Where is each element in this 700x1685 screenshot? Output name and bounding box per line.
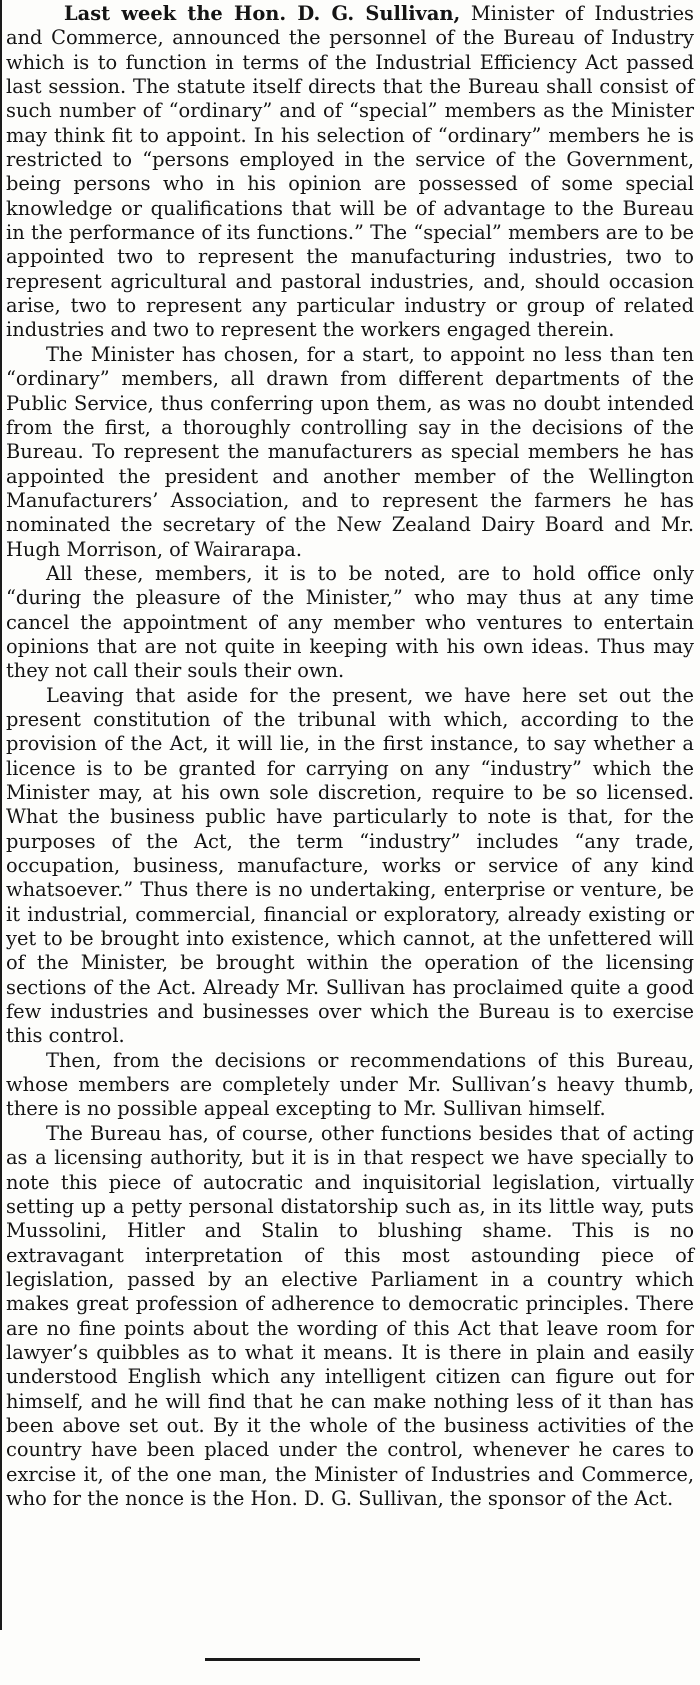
article-lead-in: Last week the Hon. D. G. Sullivan,: [64, 2, 461, 25]
article-paragraph-4: Leaving that aside for the present, we have here set out the present constitution of the tribunal with which, according to the provision of the Act, it will lie, in the first instance, to say whether a licence is to be granted for carrying on any “industry” which the Minister may, at his own sole discretion, require to be so licensed. What the business public have particularly to note is that, for the purposes of the Act, the term “industry” includes “any trade, occupation, business, manufacture, works or service of any kind whatsoever.” Thus there is no undertaking, enterprise or venture, be it industrial, commercial, financial or exploratory, already existing or yet to be brought into existence, which cannot, at the unfettered will of the Minister, be brought within the operation of the licensing sections of the Act. Already Mr. Sullivan has proclaimed quite a good few industries and businesses over which the Bureau is to exercise this control.: [6, 683, 694, 1048]
article-paragraph-3: All these, members, it is to be noted, are to hold office only “during the pleasure of the Minister,” who may thus at any time cancel the appointment of any member who ventures to entertain opinions that are not quite in keeping with his own ideas. Thus may they not call their souls their own.: [6, 561, 694, 683]
end-of-article-rule: [205, 1658, 420, 1661]
column-rule: [0, 0, 2, 1630]
article-paragraph-5: Then, from the decisions or recommendations of this Bureau, whose members are completely under Mr. Sullivan’s heavy thumb, there is no possible appeal excepting to Mr. Sullivan himself.: [6, 1048, 694, 1121]
article-paragraph-6: The Bureau has, of course, other functions besides that of acting as a licensing authority, but it is in that respect we have specially to note this piece of autocratic and inquisitorial legislation, virtually setting up a petty personal distatorship such as, in its little way, puts Mussolini, Hitler and Stalin to blushing shame. This is no extravagant interpretation of this most astounding piece of legislation, passed by an elective Parliament in a country which makes great profession of adherence to democratic principles. There are no fine points about the wording of this Act that leave room for lawyer’s quibbles as to what it means. It is there in plain and easily understood English which any intelligent citizen can figure out for himself, and he will find that he can make nothing less of it than has been above set out. By it the whole of the business activities of the country have been placed under the control, whenever he cares to exrcise it, of the one man, the Minister of Industries and Commerce, who for the nonce is the Hon. D. G. Sullivan, the sponsor of the Act.: [6, 1121, 694, 1510]
paragraph-1-text: Minister of Industries and Commerce, announced the personnel of the Bureau of Industry which is to function in terms of the Industrial Efficiency Act passed last session. The statute itself directs that the Bureau shall consist of such number of “ordinary” and of “special” members as the Minister may think fit to appoint. In his selection of “ordinary” members he is restricted to “persons employed in the service of the Government, being persons who in his opinion are possessed of some special knowledge or qualifications that will be of advantage to the Bureau in the performance of its functions.” The “special” members are to be appointed two to represent the manufacturing industries, two to represent agricultural and pastoral industries, and, should occasion arise, two to represent any particular industry or group of related industries and two to represent the workers engaged therein.: [6, 2, 695, 342]
article-body: [6, 2, 694, 1511]
article-paragraph-1: [6, 2, 694, 343]
article-paragraph-2: The Minister has chosen, for a start, to appoint no less than ten “ordinary” members, all drawn from different departments of the Public Service, thus conferring upon them, as was no doubt intended from the first, a thoroughly controlling say in the decisions of the Bureau. To represent the manufacturers as special members he has appointed the president and another member of the Wellington Manufacturers’ Association, and to represent the farmers he has nominated the secretary of the New Zealand Dairy Board and Mr. Hugh Morrison, of Wairarapa.: [6, 342, 694, 561]
